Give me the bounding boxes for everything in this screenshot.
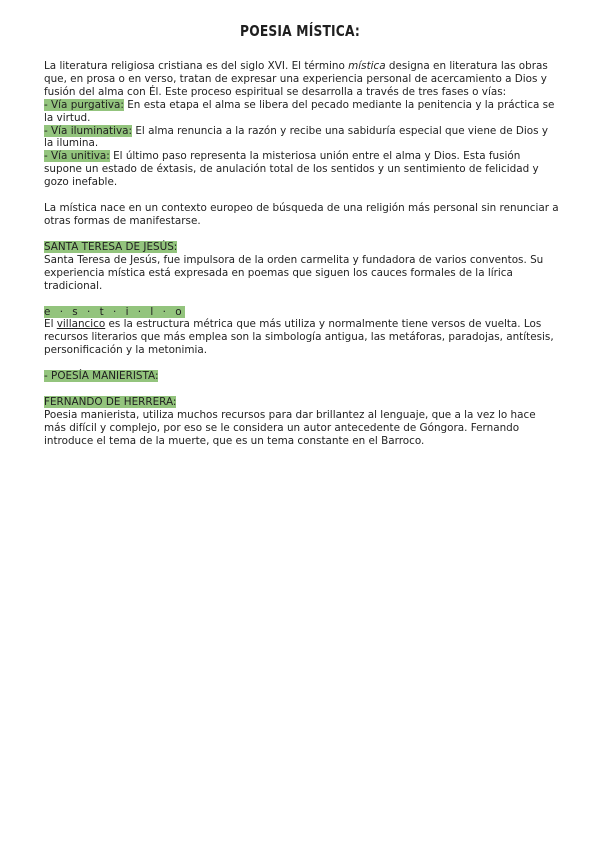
via-unitiva-text: El último paso representa la misteriosa unión entre el alma y Dios. Esta fusión supone un estado de éxtasis, de anulación total de los sentidos y un sentimiento de felicidad y gozo inefable.	[44, 150, 539, 189]
teresa-heading: SANTA TERESA DE JESÚS:	[44, 240, 178, 253]
intro-text-2: designa en literatura las obras que, en prosa o en verso, tratan de expresar una experiencia personal de acercamiento a Dios y fusión del alma con Él. Este proceso espiritual se desarrolla a través de tres fases o vías:	[44, 60, 548, 98]
intro-text-1: La literatura religiosa cristiana es del siglo XVI. El término	[44, 60, 349, 72]
estilo-heading: e · s · t · i · l · o	[44, 305, 185, 318]
herrera-heading: FERNANDO DE HERRERA:	[44, 396, 177, 409]
page-title: POESIA MÍSTICA:	[240, 22, 360, 40]
teresa-section	[44, 241, 560, 254]
via-iluminativa-label: - Vía iluminativa:	[44, 124, 133, 137]
via-purgativa	[44, 99, 560, 125]
via-purgativa-label: - Vía purgativa:	[44, 98, 124, 111]
herrera-paragraph: Poesia manierista, utiliza muchos recursos para dar brillantez al lenguaje, que a la vez lo hace más difícil y complejo, por eso se le considera un autor antecedente de Góngora. Fernando introduce el tema de la muerte, que es un tema constante en el Barroco.	[44, 408, 536, 447]
estilo-section	[44, 306, 560, 319]
manierista-section	[44, 370, 560, 383]
intro-paragraph	[44, 60, 560, 99]
via-iluminativa	[44, 125, 560, 151]
via-iluminativa-text: El alma renuncia a la razón y recibe una sabiduría especial que viene de Dios y la ilumina.	[44, 124, 548, 150]
herrera-section	[44, 396, 560, 409]
term-mistica: mística	[348, 60, 386, 72]
document-body	[44, 60, 560, 448]
via-unitiva-label: - Vía unitiva:	[44, 150, 110, 163]
manierista-heading: - POESÍA MANIERISTA:	[44, 370, 159, 383]
teresa-paragraph: Santa Teresa de Jesús, fue impulsora de la orden carmelita y fundadora de varios conventos. Su experiencia mística está expresada en poemas que siguen los cauces formales de la lírica tradicional.	[44, 253, 544, 292]
estilo-text-2: es la estructura métrica que más utiliza y normalmente tiene versos de vuelta. Los recursos literarios que más emplea son la simbología antigua, las metáforas, paradojas, antítesis, personificación y la metonimia.	[44, 318, 554, 357]
via-purgativa-text: En esta etapa el alma se libera del pecado mediante la penitencia y la práctica se la virtud.	[44, 98, 555, 124]
estilo-paragraph	[44, 318, 560, 357]
estilo-text-1: El	[44, 318, 57, 331]
via-unitiva	[44, 150, 560, 189]
context-paragraph: La mística nace en un contexto europeo de búsqueda de una religión más personal sin renunciar a otras formas de manifestarse.	[44, 202, 559, 227]
term-villancico: villancico	[56, 318, 106, 331]
